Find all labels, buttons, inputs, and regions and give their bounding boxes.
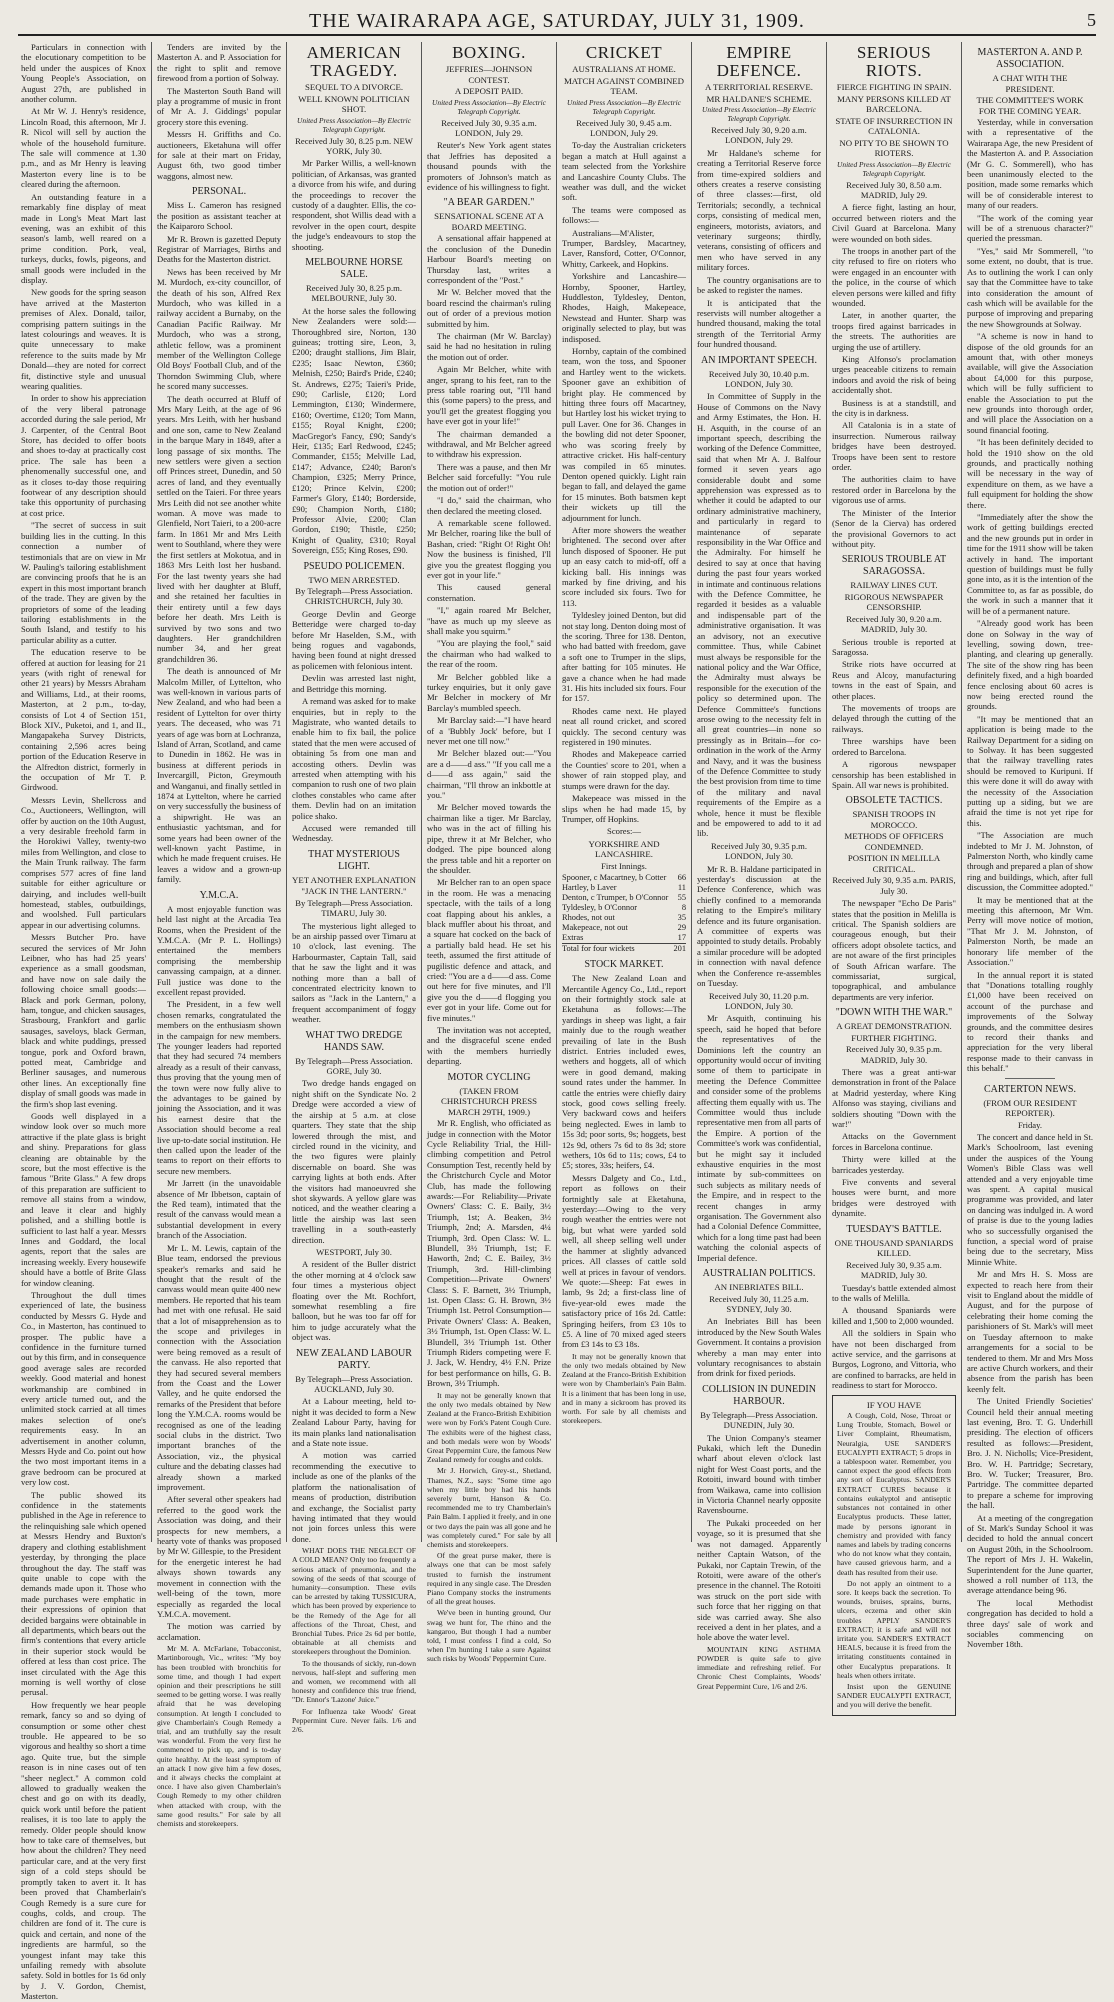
paragraph: This caused general consternation. <box>427 582 551 603</box>
section-heading: MASTERTON A. AND P. ASSOCIATION. <box>977 47 1083 70</box>
paragraph: The concert and dance held in St. Mark's Schoolroom, last evening under the auspices of the Young Women's Bible Class was well attended and a very enjoyable time was spent. A capital musical programme was provided, and later on dancing was indulged in. A word of praise is due to the young ladies who so successfully organised the function, a special word of praise being due to the secretary, Miss Minnie White. <box>967 1131 1093 1267</box>
paragraph: George Devlin and George Betteridge were charged to-day before Mr Haselden, S.M., with being rogues and vagabonds, having been found at night dressed as policemen with felonious intent. <box>292 608 416 671</box>
paragraph: Throughout the dull times experienced of late, the business conducted by Messrs G. Hyde and Co., in Masterton, has continued to prosper. The public have a confidence in the furniture turned out by this firm, and in consequence good average sales are recorded weekly. Good material and honest workmanship are combined in every article turned out, and the unlimited stock carried at all times makes selection of one's requirements easy. In an advertisement in another column, Messrs Hyde and Co. point out how the two most important items in a grave bedroom can be procured at very low cost. <box>21 1289 146 1488</box>
advert-paragraph: It may not be generally known that the only two medals obtained by New Zealand at the Franco-British Exhibition were won by Chamberlain's Pain Balm. It is a liniment that has been long in use, and in many a sickroom has proved its worth. For sale by all chemists and storekeepers. <box>562 1351 686 1426</box>
paragraph: The education reserve to be offered at auction for leasing for 21 years (with right of renewal for other 21 years) by Messrs Abraham and Williams, Ltd., at their rooms, Masterton, at 2 p.m., to-day, consists of Lot 4 of Section 151, Block XIV., Puketoi, and 1, and II., Mangapakeha Survey Districts, containing 2,596 acres being portion of the Education Reserve in the Alfredton district, formerly in the occupation of Mr T. P. Girdwood. <box>21 647 146 793</box>
paragraph: The Union Company's steamer Pukaki, which left the Dunedin wharf about eleven o'clock last night for West Coast ports, and the Rotoiti, inward bound with timber from Waikawa, came into collision in Victoria Channel nearly opposite Ravensbourne. <box>697 1432 821 1516</box>
subheading: AN INEBRIATES BILL. <box>714 1282 804 1293</box>
total-label: Total for four wickets <box>562 944 673 955</box>
runs: 8 <box>681 903 686 913</box>
column-masterton-association <box>961 42 1098 1650</box>
batsman: Extras <box>562 933 584 943</box>
dateline: Received July 30, 9.20 a.m. LONDON, July 29. <box>711 125 807 146</box>
subheading: (FROM OUR RESIDENT REPORTER). <box>983 1097 1077 1119</box>
paragraph: The motion was carried by acclamation. <box>157 1621 281 1642</box>
section-heading: "A BEAR GARDEN." <box>443 197 535 209</box>
paragraph: Goods well displayed in a window look over so much more attractive if the plate glass is bright and shiny. Preparations for glass cleaning are obtainable by the score, but the most effective is the famous "Brite Glass." A few drops of this preparation are sufficient to remove all stains from a window, and leave it clear and highly polished, and a shilling bottle is sufficient to last half a year. Messrs Innes and Goddard, the local agents, report that the sales are increasing weekly. Every housewife should have a bottle of Brite Glass for window cleaning. <box>21 1111 146 1288</box>
subheading: MATCH AGAINST COMBINED TEAM. <box>563 75 685 96</box>
column-personal <box>151 42 286 1828</box>
paragraph: Tyldesley joined Denton, but did not stay long. Denton doing most of the scoring. Three for 138. Denton, who had batted with freedom, gave a soft one to Trumper in the slips, after batting for 105 minutes. He gave a chance when he had made 31. His hits included six fours. Four for 157. <box>562 610 686 704</box>
subheading: YET ANOTHER EXPLANATION <box>292 874 416 885</box>
table-row <box>562 893 686 903</box>
paragraph: Messrs H. Griffiths and Co. auctioneers, Eketahuna will offer for sale at their mart on Friday, August 6th, two good timber waggons, almost new. <box>157 129 281 181</box>
paragraph: Accused were remanded till Wednesday. <box>292 822 416 844</box>
paragraph: "You are playing the fool," said the chairman who had walked to the rear of the room. <box>427 638 551 670</box>
page-number: 5 <box>1087 10 1096 30</box>
headline: EMPIRE DEFENCE. <box>716 43 802 80</box>
paragraph: Business is at a standstill, and the city is in darkness. <box>832 397 956 419</box>
paragraph: Rhodes and Makepeace carried the Counties' score to 201, when a shower of rain stopped play, and stumps were drawn for the day. <box>562 749 686 791</box>
paragraph: Mr Belcher ran to an open space in the room. He was a menacing spectacle, with the tails of a long coat flapping about his ankles, a black muffler about his throat, and a square hat cocked on the back of a partially bald head. He set his teeth, assumed the first attitude of pugilistic defence and attack, and cried: "You are a d——d ass. Come out here for five minutes, and I'll give you the d——d flogging you ever got in your life. Come out for five minutes." <box>427 877 551 1023</box>
paragraph: Mr R. B. Haldane participated in yesterday's discussion at the Defence Conference, which was chiefly confined to a memoranda relating to the Empire's military defence and its future organisation. A committee of experts was appointed to study details. Probably a similar procedure will be adopted in connection with naval defence when the Conference re-assembles on Tuesday. <box>697 863 821 989</box>
masthead <box>18 8 1096 36</box>
paragraph: Mr R. English, who officiated as judge in connection with the Motor Cycle Reliability Trial, the Hill-climbing competition and Petrol Consumption Test, recently held by the Christchurch Cycle and Motor Club, has made the following awards:—For Reliability—Private Owners' Class: C. E. Baily, 3½ Triumph, 1st; A. Beaken, 3½ Triumph, 2nd; A. Marsden, 4¼ Triumph, 3rd. Open Class: W. L. Blundell, 3½ Triumph, 1st; F. Haworth, 2nd; C. E. Bailey, 3½ Triumph, 3rd. Hill-climbing Competition—Private Owners' Class: S. F. Barnett, 3½ Triumph, 1st. Open Class: G. H. Brown, 3½ Triumph 1st. Petrol Consumption—Private Owners' Class: A. Beaken, 3½ Triumph, 1st. Open Class: W. L. Blundell, 3½ Triumph 1st. Other Triumph Riders competing were F. J. Jack, W. Hendry, 4½ F.N. Prize for best performance on hills, G. B. Brown, 3½ Triumph. <box>427 1118 551 1389</box>
paragraph: The Masterton South Band will play a programme of music in front of Mr A. J. Giddings' popular grocery store this evening. <box>157 85 281 127</box>
headline: SERIOUS RIOTS. <box>856 43 932 80</box>
scores-label: Scores:— <box>607 826 641 837</box>
batsman: Spooner, c Macartney, b Cotter <box>562 873 667 883</box>
advertisement <box>832 1395 956 1716</box>
paragraph: Yorkshire and Lancashire—Hornby, Spooner, Hartley, Huddleston, Tyldesley, Denton, Rhodes, Haigh, Makepeace, Newstead and Hunter. Sharp was originally selected to play, but was indisposed. <box>562 271 686 344</box>
subheading: METHODS OF OFFICERS CONDEMNED. <box>844 831 944 852</box>
subheading: MANY PERSONS KILLED AT BARCELONA. <box>837 93 951 114</box>
paragraph: There was a great anti-war demonstration in front of the Palace at Madrid yesterday, where King Alfonso was staying, civilians and soldiers shouting "Down with the war!" <box>832 1067 956 1130</box>
paragraph: A fierce fight, lasting an hour, occurred between rioters and the Civil Guard at Barcelona. Many were wounded on both sides. <box>832 202 956 244</box>
paragraph: Serious trouble is reported at Saragossa. <box>832 636 956 658</box>
paragraph: Australians—M'Alister, Trumper, Bardsley, Macartney, Laver, Ransford, Cotter, O'Connor, Whitty, Carkeek, and Hopkins. <box>562 227 686 269</box>
paragraph: A most enjoyable function was held last night at the Arcadia Tea Rooms, when the President of the Y.M.C.A. (Mr P. L. Hollings) entertained the members comprising the membership canvassing campaign, at a dinner. Full justice was done to the excellent repast provided. <box>157 903 281 997</box>
paragraph: At a Labour meeting, held to-night it was decided to form a New Zealand Labour Party, having for its main planks land nationalisation and a State note issue. <box>292 1396 416 1449</box>
paragraph: A remarkable scene followed. Mr Belcher, roaring like the bull of Bashan, cried: "Right O! Right Oh! Now the business is finished, I'll give you the greatest flogging you ever got in your life." <box>427 517 551 580</box>
section-heading: TUESDAY'S BATTLE. <box>846 1223 942 1235</box>
paragraph: Tenders are invited by the Masterton A. and P. Association for the right to split and remove firewood from a portion of Solway. <box>157 42 281 84</box>
paragraph: The teams were composed as follows:— <box>562 204 686 226</box>
paragraph: A remand was asked for to make enquiries, but in reply to the Magistrate, who wanted details to enable him to fix bail, the police stated that the men were accused of obtaining 5s from one man and accosting others. Devlin was arrested when attempting with his companion to rush one of two plain clothes constables who came after them. Devlin had on an imitation police shako. <box>292 696 416 821</box>
paragraph: The newspaper "Echo De Paris" states that the position in Melilla is critical. The Spanish soldiers are courageous enough, but their officers adopt obsolete tactics, and are not aware of the first principles of South African warfare. The commissariat, surgical, topographical, and ambulance departments are very inferior. <box>832 898 956 1002</box>
dateline: Received July 30, 9.35 a.m. MADRID, July 30. <box>846 1259 942 1281</box>
paragraph: The movements of troops are delayed through the cutting of the railways. <box>832 703 956 734</box>
subheading: A GREAT DEMONSTRATION. <box>836 1021 952 1032</box>
source-line: United Press Association—By Electric Telegraph Copyright. <box>432 97 546 116</box>
runs: 17 <box>677 933 686 943</box>
subheading: "JACK IN THE LANTERN." <box>301 886 407 897</box>
paragraph: New goods for the spring season have arrived at the Masterton premises of Alex. Donald, tailor, comprising pattern suitings in the latest colourings and weaves. It is quite unnecessary to make reference to the suits made by Mr Donald—they are noted for correct fit, distinctive style and unusual wearing qualities. <box>21 287 146 391</box>
paragraph: An outstanding feature in a remarkably fine display of meat made in Long's Meat Mart last evening, was an exhibit of this season's lamb, well reared on a prime condition. Pork, veal, turkeys, ducks, fowls, pigeons, and small goods were included in the display. <box>21 191 146 285</box>
section-heading: PSEUDO POLICEMEN. <box>303 560 405 572</box>
paragraph: Messrs Butcher Pro. have secured the services of Mr John Leibner, who has had 25 years' experience as a small goodsman, and have now on sale daily the following choice small goods:—Black and pork German, polony, ham, tongue, and chicken sausages, Strasbourg, Frankfort and garlic sausages, saveloys, black German, black and white puddings, pressed tongue, pork and Oxford brawn, potted meat, Cambridge and Berliner sausages, and numerous other lines. An exceptionally fine display of small goods was made in the firm's shop last evening. <box>21 932 146 1109</box>
headline: AMERICAN TRAGEDY. <box>306 43 402 80</box>
paragraph: The United Friendly Societies' Council held their annual meeting last evening, Bro. T. G. Underhill presiding. The election of officers resulted as follows:—President, Bro. J. N. Nicholls; Vice-President, Bro. W. H. Partridge; Secretary, Bro. W. Tucker; Treasurer, Bro. Partridge. The committee departed to prepare a scheme for improving the hall. <box>967 1396 1093 1511</box>
paragraph: After several other speakers had referred to the good work the Association was doing, and their prospects for new members, a hearty vote of thanks was proposed by Mr W. Gillespie, to the President for the energetic interest he had always shown towards any movement in connection with the well-being of the town, more especially as regarded the local Y.M.C.A. movement. <box>157 1494 281 1619</box>
advert-paragraph: We've been in hunting ground, Our swag we hunt for, The rhino and the kangaroo, But though I had a number told, I must confess I find a cold, So when I'm hunting I take a sure Against such risks by Woods' Peppermint Cure. <box>427 1608 551 1664</box>
paragraph: Mr Belcher blazed out:—"You are a d——d ass." "If you call me a d——d ass again," said the chairman, "I'll throw an inkbottle at you." <box>427 748 551 801</box>
batsman: Makepeace, not out <box>562 923 628 933</box>
dateline: By Telegraph—Press Association. TIMARU, July 30. <box>295 897 413 919</box>
paragraph: Mr R. Brown is gazetted Deputy Registrar of Marriages, Births and Deaths for the Masterton district. <box>157 233 281 265</box>
subheading: SENSATIONAL SCENE AT A BOARD MEETING. <box>434 211 544 232</box>
paragraph: Mr W. Belcher moved that the board rescind the chairman's ruling out of order of a previous motion submitted by him. <box>427 287 551 329</box>
paragraph: Mr Parker Willis, a well-known politician, of Arkansas, was granted a divorce from his wife, and during the proceedings to recover the custody of a daughter. Ellis, the co-respondent, shot Willis dead with a revolver in the open court, despite the judge's endeavours to stop the shooting. <box>292 158 416 252</box>
divider <box>1005 1078 1055 1079</box>
paragraph: Hornby, captain of the combined team, won the toss, and Spooner and Hartley went to the wickets. Spooner gave an exhibition of bright play. He commenced by hitting three fours off Macartney, but Hartley lost his wicket trying to pull Laver. One for 36. Changes in the bowling did not deter Spooner, who was scoring freely by attractive cricket. His half-century was compiled in 65 minutes. Denton opened quickly. Light rain began to fall, and delayed the game for 15 minutes. Both batsmen kept their wickets up till the adjournment for lunch. <box>562 346 686 523</box>
advert-paragraph: WHAT DOES THE NEGLECT OF A COLD MEAN? Only too frequently a serious attack of pneumonia, and the sowing of the seeds of that scourge of humanity—consumption. These evils can be arrested by taking TUSSICURA, which has been proved by experience to be the Remedy of the Age for all affections of the Throat, Chest, and Bronchial Tubes. Price 2s 6d per bottle, obtainable at all chemists and storekeepers throughout the Dominion. <box>292 1546 416 1657</box>
paragraph: King Alfonso's proclamation urges peaceable citizens to remain indoors and avoid the risk of being accidentally shot. <box>832 354 956 396</box>
paragraph: Messrs Dalgety and Co., Ltd., report as follows on their fortnightly sale at Eketahuna, yesterday:—Owing to the very rough weather the entries were not big, but what were yarded sold well, all sheep selling well under the hammer at slightly advanced prices. All classes of cattle sold well at prices in favour of vendors. We quote:—Sheep: Fat ewes in lamb, 9s 2d; a first-class line of five-year-old ewes made the satisfactory price of 16s 2d. Cattle: Springing heifers, from £3 10s to £5. A line of 70 mixed aged steers from £3 14s to £3 18s. <box>562 1172 686 1350</box>
source-line: United Press Association—By Electric Telegraph Copyright. <box>702 105 816 123</box>
section-heading: AN IMPORTANT SPEECH. <box>701 354 817 366</box>
paragraph: It may be mentioned that at the meeting this afternoon, Mr Wm. Perry will move notice of motion, "That Mr J. M. Johnston, of Palmerston North, be made an honorary life member of the Association." <box>967 894 1093 968</box>
paragraph: The chairman (Mr W. Barclay) said he had no hesitation in ruling the motion out of order. <box>427 331 551 362</box>
subheading: A TERRITORIAL RESERVE. <box>705 82 813 92</box>
dateline: Received July 30, 9.45 a.m. LONDON, July 29. <box>576 117 672 138</box>
paragraph: "It has been definitely decided to hold the 1910 show on the old grounds, and practically nothing will be necessary in the way of expenditure on them, as we have a full equipment for holding the show there. <box>967 437 1093 510</box>
paragraph: "It may be mentioned that an application is being made to the Railway Department for a siding on to Solway. It has been suggested that the railway travelling rates should be removed to Kuripuni. If this were done it will do away with the necessity of the Association putting up a siding, but we are afraid the time is not yet ripe for this. <box>967 713 1093 828</box>
paragraph: Rhodes came next. He played neat all round cricket, and scored quickly. The second century was registered in 190 minutes. <box>562 705 686 748</box>
paragraph: The chairman demanded a withdrawal, and Mr Belcher agreed to withdraw his expression. <box>427 428 551 460</box>
subheading: RIGOROUS NEWSPAPER CENSORSHIP. <box>844 591 944 613</box>
paragraph: Mr Barclay said:—"I have heard of a 'Bubbly Jock' before, but I never met one till now." <box>427 715 551 747</box>
paragraph: Particulars in connection with the elocutionary competition to be held under the auspices of Knox Young People's Association, on August 27th, are published in another column. <box>21 42 146 105</box>
paragraph: A rigorous newspaper censorship has been established in Spain. All war news is prohibited. <box>832 759 956 790</box>
headline: BOXING. <box>452 43 526 62</box>
paragraph: Five convents and several houses were burnt, and more bridges were destroyed with dynamite. <box>832 1177 956 1219</box>
paragraph: Strike riots have occurred at Reus and Alcoy, manufacturing towns in the east of Spain, and other places. <box>832 659 956 701</box>
batsman: Rhodes, not out <box>562 913 615 923</box>
paragraph: The troops in another part of the city refused to fire on rioters who were engaged in an encounter with the police, in the course of which eleven persons were killed and fifty wounded. <box>832 245 956 308</box>
advert-paragraph: Of the great purse maker, there is always one that can be most safely trusted to furnish the instrument required in any single case. The Dresden Piano Company stocks the instruments of all the great houses. <box>427 1551 551 1607</box>
advert-body: A Cough, Cold, Nose, Throat or Lung Trouble, Stomach, Bowel or Liver Complaint, Rheumatism, Neuralgia, USE SANDER'S EUCALYPTI EXTRACT; 5 drops in a tablespoon water. Remember, you cannot expect the good effects from any sort of Eucalyptus. SANDER'S EXTRACT CURES because it contains eukalyptol and antiseptic substances not contained in other Eucalyptus products. These latter, made by persons ignorant in chemistry and provided with fancy names and labels by trading concerns who do not know what they contain, have caused grievous harm, and a death has resulted from their use. <box>837 1411 951 1577</box>
paragraph: To-day the Australian cricketers began a match at Hull against a team selected from the Yorkshire and Lancashire County Clubs. The weather was dull, and the wicket soft. <box>562 140 686 203</box>
table-row <box>562 883 686 893</box>
section-heading: NEW ZEALAND LABOUR PARTY. <box>296 1347 412 1371</box>
advert-title: IF YOU HAVE <box>866 1399 922 1410</box>
section-heading: THAT MYSTERIOUS LIGHT. <box>308 848 400 872</box>
paragraph: The invitation was not accepted, and the disgraceful scene ended with the members hurriedly departing. <box>427 1025 551 1067</box>
advert-body: Insist upon the GENUINE SANDER EUCALYPTI EXTRACT, and you will derive the benefit. <box>837 1681 951 1710</box>
section-heading: STOCK MARKET. <box>584 959 664 971</box>
paragraph: Thirty were killed at the barricades yesterday. <box>832 1154 956 1175</box>
paragraph: How frequently we hear people remark, fancy so and so dying of consumption or some other chest trouble. He appeared to be so vigorous and healthy so short a time ago. Quite true, but the simple reason is in nine cases out of ten "sheer neglect." A common cold allowed to gradually weaken the chest and go on with its deadly, quick work until before the patient realises, it is too late to apply the remedy. Older people should know how to take care of themselves, but how about the children? They need particular care, and at the very first sign of a cold steps should be promptly taken to avert it. It has been proved that Chamberlain's Cough Remedy is a sure cure for coughs, colds, and croup. The children are fond of it. The cure is quick and certain, and none of the ingredients are harmful, so the youngest infant may take this unfailing remedy with absolute safety. Sold in bottles for 1s 6d only by J. V. Gordon, Chemist, Masterton. <box>21 1699 146 2002</box>
advert-paragraph: It may not be generally known that the only two medals obtained by New Zealand at the Franco-British Exhibition were won by Fork's Patent Cough Cure. The exhibits were of the highest class, and both medals were won by Woods' Great Peppermint Cure, the famous New Zealand remedy for coughs and colds. <box>427 1390 551 1465</box>
subheading: SEQUEL TO A DIVORCE. <box>304 82 404 92</box>
paragraph: Makepeace was missed in the slips when he had made 15, by Trumper, off Hopkins. <box>562 793 686 824</box>
paragraph: At a meeting of the congregation of St. Mark's Sunday School it was decided to hold the annual concert on August 20th, in the Schoolroom. The report of Mrs J. H. Wakelin, Superintendent for the June quarter, showed a roll number of 113, the average attendance being 96. <box>967 1512 1093 1596</box>
section-heading: SERIOUS TROUBLE AT SARAGOSSA. <box>841 554 947 578</box>
paragraph: Yesterday, while in conversation with a representative of the Wairarapa Age, the new President of the Masterton A. and P. Association (Mr G. C. Sommerell), who has been unanimously elected to the position, made some remarks which will be of considerable interest to many of our readers. <box>967 117 1093 211</box>
paragraph: Attacks on the Government forces in Barcelona continue. <box>832 1131 956 1152</box>
dateline: By Telegraph—Press Association. CHRISTCHURCH, July 30. <box>295 586 413 607</box>
paragraph: An Inebriates Bill has been introduced by the New South Wales Government. It contains a provision whereby a man may enter into voluntary recognisances to abstain from drink for fixed periods. <box>697 1316 821 1379</box>
paragraph: Mr Belcher moved towards the chairman like a tiger. Mr Barclay, who was in the act of filling his pipe, threw it at Mr Belcher, who dodged. The pipe bounced along the press table and hit a reporter on the shoulder. <box>427 802 551 875</box>
paragraph: Devlin was arrested last night, and Bettridge this morning. <box>292 673 416 694</box>
paragraph: "I," again roared Mr Belcher, "have as much up my sleeve as shall make you squirm." <box>427 605 551 636</box>
paragraph: All Catalonia is in a state of insurrection. Numerous railway bridges have been destroyed. Troops have been sent to restore order. <box>832 420 956 473</box>
paragraph: A motion was carried recommending the executive to include as one of the planks of the platform the nationalisation of means of production, distribution and exchange, the Socialist party having intimated that they would not join forces unless this were done. <box>292 1450 416 1544</box>
paragraph: Reuter's New York agent states that Jeffries has deposited a thousand pounds with the promoters of Johnson's match as evidence of his willingness to fight. <box>427 140 551 192</box>
paragraph: A sensational affair happened at the conclusion of the Dunedin Harbour Board's meeting on Thursday last, writes a correspondent of the "Post." <box>427 233 551 285</box>
table-row <box>562 873 686 883</box>
subheading: POSITION IN MELILLA CRITICAL. <box>847 853 941 874</box>
section-heading-ymca: Y.M.C.A. <box>199 889 239 901</box>
runs: 29 <box>677 923 686 933</box>
advert-paragraph: Mr M. A. McFarlane, Tobacconist, Martinborough, Vic., writes: "My boy has been troubled with bronchitis for some time, and though I had expert opinion and their prescriptions he still seemed to be getting worse. I was really afraid that he was developing consumption. At length I concluded to give Chamberlain's Cough Remedy a trial, and am truthfully say the result was wonderful. From the very first he commenced to pick up, and is to-day quite healthy. At the least symptom of an attack I now give him a few doses, and it always checks the complaint at once. I have also given Chamberlain's Cough Remedy to my other children when attacked with croup, with the same good results." For sale by all chemists and storekeepers. <box>157 1644 281 1828</box>
paragraph: The death is announced of Mr Malcolm Miller, of Lyttelton, who was well-known in various parts of New Zealand, and who had been a resident of Lyttelton for over thirty years. The deceased, who was 71 years of age was born at Lochranza, Island of Arran, Scotland, and came to Dunedin in 1862. He was in business at different periods in Invercargill, Picton, Greymouth and Wanganui, and finally settled in 1874 at Lyttelton, where he carried on very successfully the business of a shipwright. He was an enthusiastic yachtsman, and for some years had been owner of the well-known yacht Pastime, in which he made frequent cruises. He leaves a widow and a grown-up family. <box>157 666 281 885</box>
paragraph: There was a pause, and then Mr Belcher said forcefully: "You rule the motion out of order!" <box>427 461 551 493</box>
advert-paragraph: To the thousands of sickly, run-down nervous, half-slept and suffering men and women, we recommend with all honesty and confidence this true friend, "Dr. Ennor's 'Lazone' Juice." <box>292 1658 416 1705</box>
advert-paragraph: For Influenza take Woods' Great Peppermint Cure. Never fails. 1/6 and 2/6. <box>292 1706 416 1734</box>
paragraph: The Minister of the Interior (Senor de la Cierva) has ordered the provisional Governors to act without pity. <box>832 507 956 549</box>
column-empire-defence <box>691 42 826 1691</box>
paragraph: "The secret of success in suit building lies in the cutting. In this connection a number of testimonials that are on view in Mr W. Pauling's tailoring establishment are convincing proofs that he is an expert in this most important branch of the trade. They are given by the proprietors of some of the leading tailoring establishments in the South Island, and testify to his particular ability as a cutter. <box>21 520 146 645</box>
paragraph: Mr Haldane's scheme for creating a Territorial Reserve force from time-expired soldiers and others creates a reserve consisting of three classes:—first, old Territorials; secondly, a technical corps, consisting of medical men, engineers, motorists, aviators, and veterinary surgeons; thirdly, veterans, consisting of officers and men who have served in any military forces. <box>697 147 821 273</box>
dateline: Received July 30, 9.35 a.m. PARIS, July 30. <box>832 875 956 896</box>
table-row <box>562 903 686 913</box>
subheading: A DEPOSIT PAID. <box>454 86 524 96</box>
paragraph: Mr Jarrett (in the unavoidable absence of Mr Ibbetson, captain of the Red team), intimated that the result of the canvass would mean a substantial development in every branch of the Association. <box>157 1178 281 1241</box>
runs: 35 <box>677 913 686 923</box>
subheading: AUSTRALIANS AT HOME. <box>572 64 676 74</box>
paragraph: The local Methodist congregation has decided to hold a three days' sale of work and sociables commencing on November 18th. <box>967 1597 1093 1650</box>
paragraph: After more showers the weather brightened. The second over after lunch disposed of Spooner. He put up an easy catch to mid-off, off a kicking ball. His innings was marked by fine driving, and his score included six fours. Two for 113. <box>562 524 686 608</box>
paragraph: Mr Belcher gobbled like a turkey enquiries, but it only gave Mr Belcher in mockery of Mr Barclay's mumbled speech. <box>427 671 551 713</box>
paragraph: "The Association are much indebted to Mr J. M. Johnston, of Palmerston North, who kindly came through and prepared a plan of show ring and buildings, which, after full discussion, the Committee adopted." <box>967 830 1094 893</box>
section-heading: WHAT TWO DREDGE HANDS SAW. <box>305 1029 403 1053</box>
paragraph: News has been received by Mr M. Murdoch, ex-city councillor, of the death of his son, Alfred Rex Murdoch, who was killed in a railway accident a Burnaby, on the Canadian Pacific Railway. Mr Murdoch, who was a strong, athletic fellow, was a prominent member of the Wellington College Old Boys' Football Club, and of the Thorndon Swimming Club, where he scored many successes. <box>157 266 281 392</box>
section-heading: COLLISION IN DUNEDIN HARBOUR. <box>702 1383 816 1407</box>
subheading: TWO MEN ARRESTED. <box>308 574 400 585</box>
subheading: SPANISH TROOPS IN MOROCCO. <box>852 809 936 830</box>
paragraph: All the soldiers in Spain who have not been discharged from active service, and the garrisons at Burgos, Logrono, and Vittoria, who are confined to barracks, are held in readiness to start for Morocco. <box>832 1328 956 1391</box>
paragraph: The authorities claim to have restored order in Barcelona by the vigorous use of arms. <box>832 474 956 506</box>
scoreboard-innings: First Innings. <box>601 860 647 871</box>
section-heading-personal: PERSONAL. <box>191 186 247 198</box>
paragraph: "Immediately after the show the work of getting buildings erected and the new grounds put in order in time for the 1911 show will be taken actively in hand. The important question of buildings must be fully gone into, as it is the intention of the Committee to, as far as possible, do the work in such a manner that it will be of a permanent nature. <box>967 512 1093 616</box>
subheading: RAILWAY LINES CUT. <box>850 580 938 591</box>
subheading: FURTHER FIGHTING. <box>851 1032 937 1043</box>
dateline: Received July 30, 9.20 a.m. MADRID, July 30. <box>846 613 942 635</box>
masthead-title: THE WAIRARAPA AGE, SATURDAY, JULY 31, 1909. <box>309 10 805 32</box>
runs: 11 <box>677 883 686 893</box>
advert-paragraph: Mr J. Horwich, Grey-st., Shetland, Thames, N.Z., says: "Some time ago when my little boy had his hands severely burnt, Hanson & Co. recommended me to try Chamberlain's Pain Balm. I applied it freely, and in one or two days the pain was all gone and he was completely cured." For sale by all chemists and storekeepers. <box>427 1466 551 1549</box>
paragraph: Mr and Mrs H. S. Moss are expected to reach here from their visit to England about the middle of August, and for the purpose of celebrating their home coming the parishioners of St. Mark's will meet on Tuesday afternoon to make arrangements for a social to be tendered to them. Mr and Mrs Moss are active Church workers, and their absence from the parish has been keenly felt. <box>967 1269 1093 1394</box>
paragraph: "I do," said the chairman, who then declared the meeting closed. <box>427 495 551 516</box>
paragraph: The New Zealand Loan and Mercantile Agency Co., Ltd., report on their fortnightly stock sale at Eketahuna as follows:—The yardings in sheep was light, a fair mainly due to the rough weather prevailing of late in the Bush district. Entries included ewes, wethers and hoggets, all of which were in good demand, making sound rates under the hammer. In cattle the entries were chiefly dairy stock, good cows selling freely. Very backward cows and heifers being neglected. Ewes in lamb to 15s 3d; poor sorts, 9s; hoggets, best 12s 9d, others 7s 6d to 8s 3d; store wethers, 10s 6d to 11s; cows, £4 to £5; stores, 33s; heifers, £4. <box>562 973 686 1171</box>
source-line: United Press Association—By Electric Telegraph Copyright. <box>297 115 411 134</box>
section-heading: OBSOLETE TACTICS. <box>845 795 943 807</box>
paragraph: It is anticipated that the reservists will number altogether a hundred thousand, making the total strength of the Territorial Army four hundred thousand. <box>697 297 821 350</box>
subheading: (TAKEN FROM CHRISTCHURCH PRESS MARCH 29TH, 1909.) <box>440 1085 538 1117</box>
table-row-total <box>562 944 686 955</box>
paragraph: At Mr W. J. Henry's residence, Lincoln Road, this afternoon, Mr J. R. Nicol will sell by auction the whole of the household furniture. The sale will commence at 1.30 p.m., and as Mr Henry is leaving Masterton every line is to be cleared during the afternoon. <box>21 106 146 190</box>
runs: 66 <box>677 873 686 883</box>
paragraph: Later, in another quarter, the troops fired against barricades in the streets. The authorities are urging the use of artillery. <box>832 310 956 352</box>
dateline: WESTPORT, July 30. <box>316 1246 392 1257</box>
subheading: NO PITY TO BE SHOWN TO RIOTERS. <box>839 137 949 158</box>
column-american-tragedy <box>286 42 421 1734</box>
source-line: United Press Association—By Electric Telegraph Copyright. <box>567 97 681 116</box>
subheading: FIERCE FIGHTING IN SPAIN. <box>836 82 952 92</box>
table-row <box>562 933 686 944</box>
paragraph: Mr L. M. Lewis, captain of the Blue team, endorsed the previous speaker's remarks and said he thought that the result of the canvass would mean quite 400 new members. He reported that his team had met with one refusal. He said that a lot of misapprehension as to the scope and privileges in connection with the Association were being removed as a result of the canvass. He also reported that they had secured several members from the Coast and the Lower Valley, and he quite endorsed the remarks of the President that before long the Y.M.C.A. rooms would be recognised as one of the leading social clubs in the district. Two important branches of the Association, viz., the physical culture and the debating classes had already shown a marked improvement. <box>157 1242 281 1493</box>
scoreboard-team: YORKSHIRE AND LANCASHIRE. <box>588 838 660 860</box>
section-heading: AUSTRALIAN POLITICS. <box>702 1268 816 1280</box>
batsman: Tyldesley, b O'Connor <box>562 903 638 913</box>
scoreboard-table <box>562 873 686 954</box>
source-line: United Press Association—By Electric Telegraph Copyright. <box>837 159 951 178</box>
dateline: Received July 30, 9.35 p.m. MADRID, July 30. <box>846 1044 942 1065</box>
paragraph: A resident of the Buller district the other morning at 4 o'clock saw four times a mysterious object floating over the Mt. Rochfort, somewhat resembling a fire balloon, but he was too far off for him to judge accurately what the object was. <box>292 1259 416 1343</box>
paragraph: The country organisations are to be asked to register the names. <box>697 274 821 296</box>
paragraph: Miss L. Cameron has resigned the position as assistant teacher at the Kaiparoro School. <box>157 200 281 232</box>
section-heading: CARTERTON NEWS. <box>984 1083 1076 1095</box>
paragraph: "The work of the coming year will be of a strenuous character?" queried the pressman. <box>967 212 1093 244</box>
headline: CRICKET <box>585 43 663 62</box>
dateline: Received July 30, 9.35 a.m. LONDON, July 29. <box>441 117 537 138</box>
dateline: Received July 30, 8.25 p.m. MELBOURNE, July 30. <box>306 282 402 304</box>
batsman: Denton, c Trumper, b O'Connor <box>562 893 669 903</box>
paragraph: Tuesday's battle extended almost to the walls of Melilla. <box>832 1282 956 1303</box>
paragraph: In Committee of Supply in the House of Commons on the Navy and Army Estimates, the Hon. H. H. Asquith, in the course of an important speech, describing the working of the Defence Committee, said that when Mr A. J. Balfour formed it seven years ago considerable doubt and some apprehension was expressed as to whether it could be adapted to our ordinary administrative machinery, and particularly in regard to maintenance of separate responsibility in the War Office and the Admiralty. For himself he desired to say at once that having during the past four years worked in intimate and continuous relations with the Defence Committee, he regarded it besides as a valuable and indispensable part of the administrative organisation. It was an advisory, not an executive committee. Thus, while Cabinet must always be responsible for the national policy and the War Office, the Admiralty must always be responsible for the execution of the policy so determined upon. The Defence Committee's functions arose owing to the necessity felt in all great countries—in none so pressingly as in Britain—for co-ordination in the work of the Army and Navy, and it was the business of the Defence Committee to study the best provision from time to time of the military and naval requirements of the Empire as a whole, hence it must be flexible and be empowered to add to it ad lib. <box>697 391 821 839</box>
paragraph: The Pukaki proceeded on her voyage, so it is presumed that she was not damaged. Apparently neither Captain Watson, of the Pukaki, nor Captain Trewin, of the Rotoiti, were aware of the other's presence in the channel. The Rotoiti was struck on the port side with such force that her rigging on that side was carried away. She also received a dent in her plates, and a hole above the water level. <box>697 1517 821 1643</box>
paragraph: In order to show his appreciation of the very liberal patronage accorded during the sale period, Mr J. Carpenter, of the Central Boot Store, has decided to offer boots and shoes to-day at practically cost price. The sale has been a phenomenally successful one, and as it closes to-day those requiring footwear of any description should take this opportunity of purchasing at cost price. <box>21 393 146 518</box>
subheading: STATE OF INSURRECTION IN CATALONIA. <box>835 115 953 136</box>
paragraph: A thousand Spaniards were killed and 1,500 to 2,000 wounded. <box>832 1305 956 1326</box>
paragraph: "Yes," said Mr Sommerell, "to some extent, no doubt, that is true. As to outlining the work I can only say that the Committee have to take into consideration the amount of cash which will be available for the purpose of improving and preparing the new Showgrounds at Solway. <box>967 245 1093 329</box>
subheading: THE COMMITTEE'S WORK FOR THE COMING YEAR. <box>976 95 1084 116</box>
dateline: By Telegraph—Press Association. AUCKLAND, July 30. <box>295 1373 413 1395</box>
dateline: By Telegraph—Press Association. DUNEDIN, July 30. <box>700 1409 818 1431</box>
section-heading: MOTOR CYCLING <box>447 1071 531 1083</box>
runs: 55 <box>677 893 686 903</box>
paragraph: Three warships have been ordered to Barcelona. <box>832 736 956 757</box>
subheading: ONE THOUSAND SPANIARDS KILLED. <box>834 1237 954 1259</box>
paragraph: The death occurred at Bluff of Mrs Mary Leith, at the age of 96 years. Mrs Leith, with her husband and one son, came to New Zealand in the barque Mary in 1849, after a long passage of six months. The new settlers were given a section off Princes street, Dunedin, and 50 acres of land, and they eventually settled on the Taieri. For three years Mrs Leith did not see another white woman. A move was made to Glenfield, Nort Taieri, to a 200-acre farm. In 1861 Mr and Mrs Leith went to Southland, where they were the first settlers at Mokotua, and in 1863 Mrs Leith lost her husband. For the last twenty years she had lived with her daughter at Bluff, and she retained her faculties in their entirety until a few days before her death. Mrs Leith is survived by two sons and two daughters. Her grandchildren number 34, and her great grandchildren 36. <box>157 393 281 664</box>
batsman: Hartley, b Laver <box>562 883 617 893</box>
subheading: JEFFRIES—JOHNSON CONTEST. <box>445 64 533 85</box>
paragraph: The President, in a few well chosen remarks, congratulated the members on the enthusiasm shown in the campaign for new members. The younger leaders had reported that they had secured 74 members already as a result of their canvass, thus proving that the young men of the town were now fully alive to the advantages to be gained by joining the Association, and it was his earnest desire that the Association should become a real live up-to-date social institution. He then called upon the leader of the teams to report on their efforts to secure new members. <box>157 999 281 1176</box>
dateline: Received July 30, 11.20 p.m. LONDON, July 30. <box>709 990 809 1011</box>
column-local-news <box>16 42 151 2002</box>
column-boxing <box>421 42 556 1664</box>
dateline: Received July 30, 9.35 p.m. LONDON, July 30. <box>711 840 807 862</box>
paragraph: The mysterious light alleged to be an airship passed over Timaru at 10 o'clock, last evening. The Harbourmaster, Captain Tall, said that he saw the light and it was nothing more than a ball of concentrated electricity known to sailors as "Jack in the Lantern," a frequent accompaniment of foggy weather. <box>292 920 416 1025</box>
total-runs: 201 <box>673 944 686 954</box>
table-row <box>562 913 686 923</box>
paragraph: The public showed its confidence in the statements published in the Age in reference to the relinquishing sale which opened at Messrs Hendry and Buxton's drapery and clothing establishment yesterday, by thronging the place throughout the day. The staff was quite unable to cope with the demands made upon it. Those who made purchases were emphatic in their expressions of opinion that decided bargains were obtainable in all departments, which bears out the firm's contentions that every article in their superior stock would be offered at less than cost price. The inset circulated with the Age this morning is well worthy of close perusal. <box>21 1489 146 1698</box>
section-heading: "DOWN WITH THE WAR." <box>835 1007 953 1019</box>
paragraph: Messrs Levin, Shellcross and Co., Auctioneers, Wellington, will offer by auction on the 10th August, a very desirable freehold farm in the Horokiwi Valley, twenty-two miles from Wellington, and close to the Main Trunk railway. The farm comprises 577 acres of fine land suitable for either agriculture or dairying, and includes well-built homestead, stables, outbuildings, and woolshed. Full particulars appear in our advertising columns. <box>21 794 146 930</box>
advert-paragraph: MOUNTAIN KING ASTHMA POWDER is quite safe to give immediate and refreshing relief. For Chronic Chest Complaints, Woods' Great Peppermint Cure, 1/6 and 2/6. <box>697 1644 821 1691</box>
dateline: Friday. <box>1017 1119 1043 1130</box>
paragraph: Two dredge hands engaged on night shift on the Syndicate No. 2 Dredge were accorded a view of the airship at 5 a.m. at close quarters. They state that the ship lowered through the mist, and circled round in the vicinity, and the two figures were plainly discernable on board. She was carrying lights at both ends. After the visitors had manoeuvred she shot skywards. A yellow glare was noticed, and the weather clearing a little the airship was last seen travelling in a south-easterly direction. <box>292 1078 416 1245</box>
subheading: WELL KNOWN POLITICIAN SHOT. <box>298 93 410 114</box>
paragraph: "A scheme is now in hand to dispose of the old grounds for an amount that, with other moneys available, will give the Association about £4,000 for this purpose, which will be fully sufficient to enable the Association to put the new grounds into thorough order, and will place the Association on a sound financial footing. <box>967 331 1093 435</box>
paragraph: "Already good work has been done on Solway in the way of levelling, sowing down, tree-planting, and clearing up generally. The site of the show ring has been definitely fixed, and a high boarded fence enclosing about 60 acres is now being erected round the grounds. <box>967 618 1093 712</box>
paragraph: At the horse sales the following New Zealanders were sold:—Thoroughbred sire, Norton, 130 guineas; trotting sire, Leon, 3, £200; draught stallions, Jim Blair, £235; Isaac Newton, £360; Melnish, £250; Baird's Pride, £240; St. Andrews, £275; Taieri's Pride, £90; Carlisle, £120; Lord Lemmington, £130; Windermere, £160; Overtime, £120; Tom Mann, £155; Royal Knight, £200; MacGregor's Fancy, £90; Sandy's Heir, £135; Earl Redwood, £245; Commander, £155; Melville Lad, £147; Advance, £240; Baron's Champion, £325; Merry Prince, £120; Prince Kelvin, £200; Farmer's Glory, £140; Borderside, £90; Champion North, £180; Professor Alvie, £200; Clan Gordon, £190; Thistle, £250; Knight of Quality, £310; Royal Sovereign, £55; King Roses, £90. <box>292 305 416 556</box>
dateline: By Telegraph—Press Association. GORE, July 30. <box>295 1055 413 1077</box>
section-heading: MELBOURNE HORSE SALE. <box>305 256 403 280</box>
paragraph: Mr Asquith, continuing his speech, said he hoped that before the representatives of the Dominions left the country an opportunity would occur of inviting some of them to participate in meeting the Defence Committee and consider some of the problems affecting them equally with us. The Committee would thus include representative men from all parts of the Empire. A portion of the Committee's work was confidential, but he might say it included exhaustive enquiries in the most intimate by sub-committees on such subjects as military needs of the Empire, and in respect to the recent changes in army organisation. The Government also had a Colonial Defence Committee, which for a long time past had been watching the colonial aspects of Imperial defence. <box>697 1013 821 1263</box>
dateline: Received July 30, 10.40 p.m. LONDON, July 30. <box>708 368 810 389</box>
dateline: Received July 30, 11.25 a.m. SYDNEY, July 30. <box>709 1293 809 1314</box>
paragraph: Again Mr Belcher, white with anger, sprang to his feet, ran to the press table roaring out, "I'll hand this (some papers) to the press, and you'll get the greatest flogging you have ever got in your life!" <box>427 364 551 427</box>
subheading: MR HALDANE'S SCHEME. <box>706 93 812 104</box>
column-serious-riots <box>826 42 961 1710</box>
paragraph: In the annual report it is stated that "Donations totalling roughly £1,000 have been received on account of the purchase and improvements of the Solway grounds, and the committee desires to record their thanks and appreciation for the very liberal response made to their canvass in this behalf." <box>967 969 1093 1074</box>
subheading: A CHAT WITH THE PRESIDENT. <box>992 73 1068 94</box>
dateline: Received July 30, 8.50 a.m. MADRID, July 29. <box>846 179 942 200</box>
table-row <box>562 923 686 933</box>
column-cricket <box>556 42 691 1542</box>
advert-body: Do not apply an ointment to a sore. It keeps back the secretion. To wounds, bruises, sprains, burns, ulcers, eczema and other skin troubles APPLY SANDER'S EXTRACT; it is safe and will not irritate you. SANDER'S EXTRACT HEALS, because it is freed from the irritating constituents contained in other Eucalyptus preparations. It heals when others irritate. <box>837 1578 951 1680</box>
dateline: Received July 30, 8.25 p.m. NEW YORK, July 30. <box>295 135 413 156</box>
